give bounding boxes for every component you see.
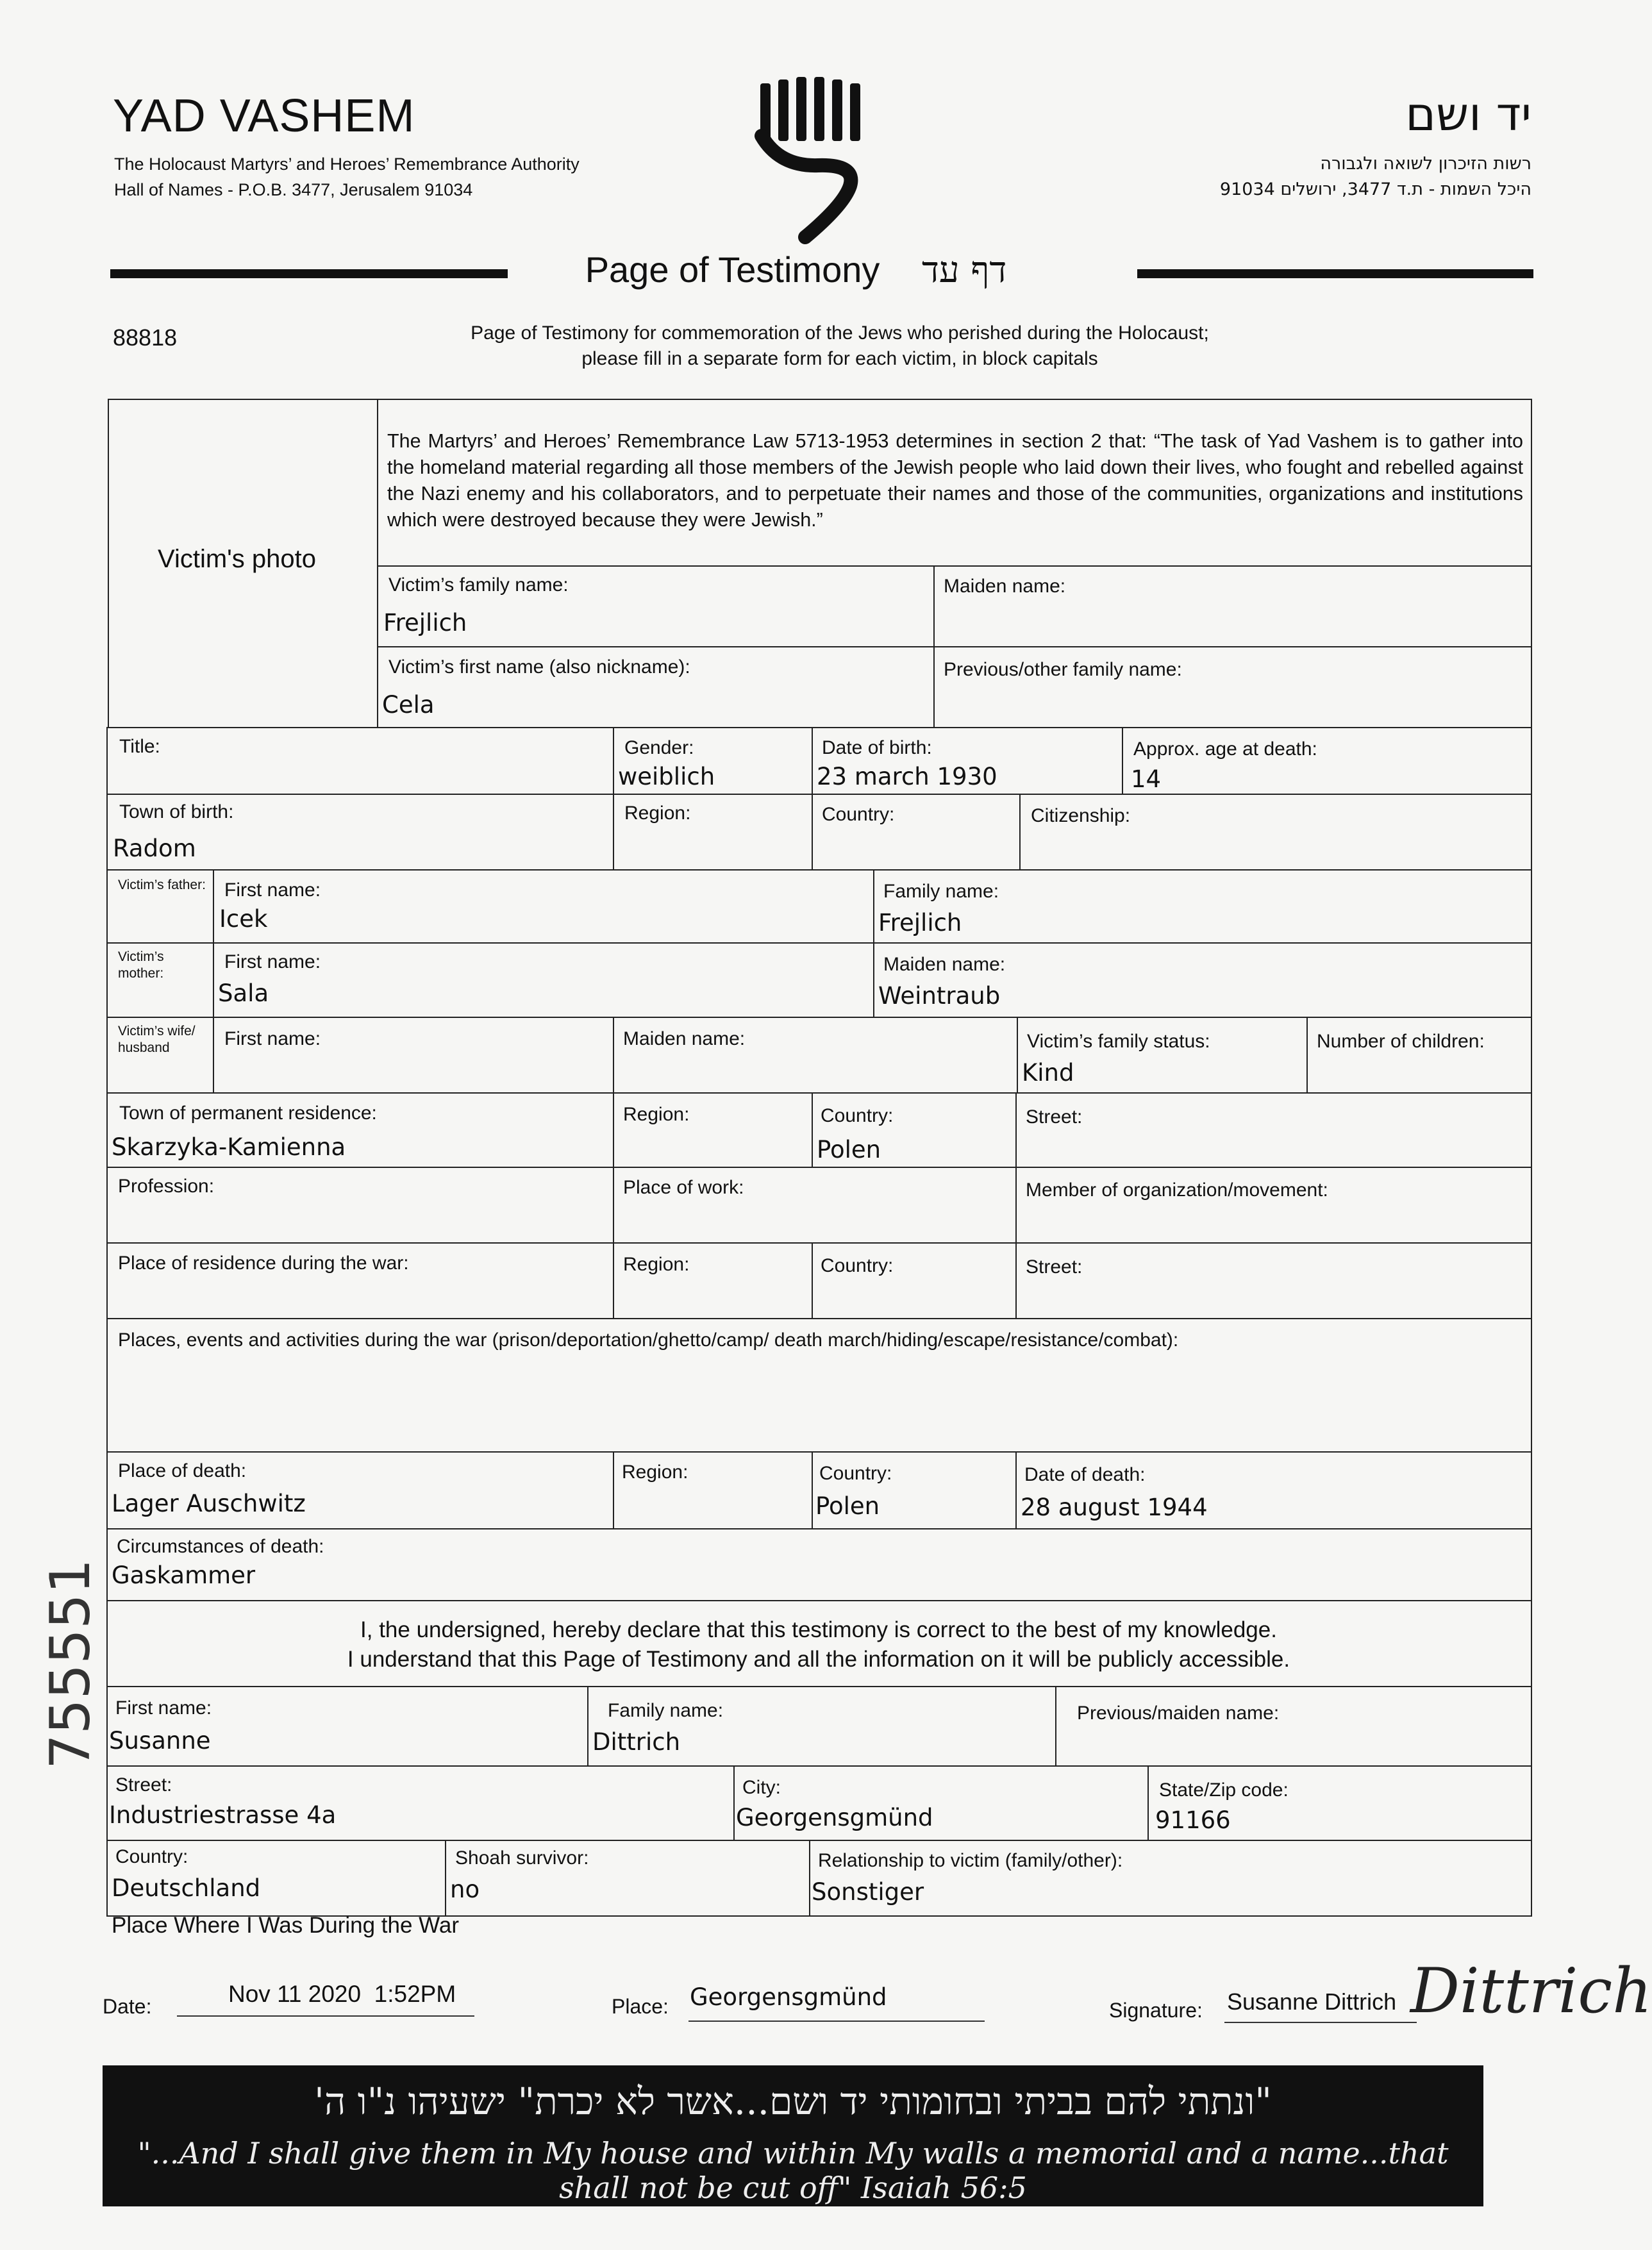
sub-prev-label: Previous/maiden name: xyxy=(1077,1703,1280,1724)
children-label: Number of children: xyxy=(1317,1031,1485,1052)
circumstances-label: Circumstances of death: xyxy=(117,1536,324,1557)
law-text: The Martyrs’ and Heroes’ Remembrance Law 5713-1953 determines in section 2 that: “The task of Yad Vashem is to gather into the homeland material regarding all those members of the Jewish people who laid down their lives, who fought and rebelled against the Nazi enemy and his collaborators, and to perpetuate their names and those of the communities, organizations and institutions which were destroyed because they were Jewish.” xyxy=(387,430,1523,531)
heb-line-2: היכל השמות - ת.ד 3477, ירושלים 91034 xyxy=(1219,179,1531,199)
war-street-cell[interactable] xyxy=(1015,1242,1532,1319)
banner-english: "...And I shall give them in My house and within My walls a memorial and a name...that shall not be cut off" Isaiah 56:5 xyxy=(137,2136,1449,2205)
war-region-label: Region: xyxy=(623,1254,690,1275)
father-first-value: Icek xyxy=(219,905,268,933)
sub-relationship-value: Sonstiger xyxy=(812,1878,924,1906)
death-date-label: Date of death: xyxy=(1024,1464,1146,1485)
menorah-logo-icon xyxy=(754,77,876,244)
death-country-value: Polen xyxy=(815,1492,880,1520)
death-place-value: Lager Auschwitz xyxy=(112,1490,306,1517)
sub-country-value: Deutschland xyxy=(112,1874,261,1902)
page-title xyxy=(0,249,1592,291)
org-name-hebrew: יד ושם xyxy=(1405,87,1531,141)
war-events-label: Places, events and activities during the war (prison/deportation/ghetto/camp/ death march/hiding/escape/resistance/combat): xyxy=(118,1329,1179,1351)
sub-first-value: Susanne xyxy=(109,1727,211,1754)
family-status-label: Victim’s family status: xyxy=(1027,1031,1210,1052)
age-value: 14 xyxy=(1131,765,1162,793)
first-name-label: Victim’s first name (also nickname): xyxy=(388,656,690,678)
mother-first-label: First name: xyxy=(224,951,321,972)
town-birth-value: Radom xyxy=(113,835,196,862)
declaration-line-1: I, the undersigned, hereby declare that this testimony is correct to the best of my knowledge. xyxy=(360,1617,1277,1642)
sub-family-label: Family name: xyxy=(608,1700,724,1721)
instructions xyxy=(359,321,1321,372)
page-title-heb: דף עד xyxy=(921,249,1007,291)
sub-street-label: Street: xyxy=(115,1774,172,1796)
sub-survivor-label: Shoah survivor: xyxy=(455,1847,589,1869)
sub-family-value: Dittrich xyxy=(592,1728,681,1756)
spouse-maiden-label: Maiden name: xyxy=(623,1028,746,1049)
residence-country-label: Country: xyxy=(821,1105,894,1126)
circumstances-value: Gaskammer xyxy=(112,1562,256,1589)
war-country-label: Country: xyxy=(821,1255,894,1276)
town-birth-label: Town of birth: xyxy=(119,801,234,822)
signature-script: Dittrich xyxy=(1410,1955,1652,2027)
residence-region-label: Region: xyxy=(623,1104,690,1125)
declaration xyxy=(108,1615,1530,1674)
victim-photo-label: Victim's photo xyxy=(158,545,317,573)
title-cell[interactable] xyxy=(106,727,614,795)
member-cell[interactable] xyxy=(1015,1167,1532,1244)
member-label: Member of organization/movement: xyxy=(1026,1179,1328,1201)
death-region-label: Region: xyxy=(622,1462,688,1483)
instructions-line-1: Page of Testimony for commemoration of the Jews who perished during the Holocaust; xyxy=(471,322,1209,344)
mother-maiden-value: Weintraub xyxy=(878,982,1001,1010)
age-cell[interactable] xyxy=(1122,727,1532,795)
gender-label: Gender: xyxy=(624,737,694,758)
age-label: Approx. age at death: xyxy=(1133,738,1317,760)
handwritten-number: 755551 xyxy=(38,1558,103,1769)
first-name-value: Cela xyxy=(382,691,435,719)
heb-line-1: רשות הזיכרון לשואה ולגבורה xyxy=(1320,154,1531,174)
prev-name-label: Previous/other family name: xyxy=(944,659,1182,680)
family-name-label: Victim’s family name: xyxy=(388,574,569,596)
signature-label: Signature: xyxy=(1109,1999,1203,2022)
dob-label: Date of birth: xyxy=(822,737,932,758)
maiden-name-label: Maiden name: xyxy=(944,576,1066,597)
birth-country-label: Country: xyxy=(822,804,895,825)
sub-zip-label: State/Zip code: xyxy=(1159,1779,1289,1801)
father-family-label: Family name: xyxy=(883,881,999,902)
residence-country-value: Polen xyxy=(817,1136,881,1163)
sub-during-war: Place Where I Was During the War xyxy=(112,1913,460,1938)
war-place-label: Place of residence during the war: xyxy=(118,1253,409,1274)
sub-city-label: City: xyxy=(742,1777,781,1798)
death-country-label: Country: xyxy=(819,1463,892,1484)
residence-street-cell[interactable] xyxy=(1015,1092,1532,1168)
date-value: Nov 11 2020 1:52PM xyxy=(228,1981,456,2007)
gender-value: weiblich xyxy=(618,763,715,790)
sub-prev-cell[interactable] xyxy=(1055,1686,1532,1767)
residence-town-value: Skarzyka-Kamienna xyxy=(112,1133,346,1161)
title-label: Title: xyxy=(119,736,160,757)
date-label: Date: xyxy=(103,1995,152,2018)
dob-value: 23 march 1930 xyxy=(817,763,997,790)
mother-maiden-label: Maiden name: xyxy=(883,954,1006,975)
signature-value: Susanne Dittrich xyxy=(1227,1988,1397,2015)
place-value: Georgensgmünd xyxy=(690,1983,887,2011)
declaration-line-2: I understand that this Page of Testimony and all the information on it will be publicly accessible. xyxy=(347,1647,1290,1672)
citizenship-label: Citizenship: xyxy=(1031,805,1131,826)
war-street-label: Street: xyxy=(1026,1256,1083,1278)
family-status-value: Kind xyxy=(1022,1059,1074,1087)
banner-hebrew: "ונתתי להם בביתי ובחומותי יד ושם...אשר לא יכרת" ישעיהו נ"ו ה' xyxy=(314,2079,1272,2123)
profession-label: Profession: xyxy=(118,1176,215,1197)
place-work-label: Place of work: xyxy=(623,1177,744,1198)
children-cell[interactable] xyxy=(1306,1017,1532,1094)
sub-country-label: Country: xyxy=(115,1846,188,1867)
mother-first-value: Sala xyxy=(218,979,269,1007)
father-row-label: Victim’s father: xyxy=(118,878,206,892)
death-date-value: 28 august 1944 xyxy=(1021,1494,1208,1521)
father-family-value: Frejlich xyxy=(878,909,962,937)
place-label: Place: xyxy=(612,1995,669,2018)
father-first-label: First name: xyxy=(224,879,321,901)
org-name: YAD VASHEM xyxy=(113,90,415,142)
sub-zip-value: 91166 xyxy=(1155,1806,1231,1834)
birth-region-label: Region: xyxy=(624,803,691,824)
sub-first-label: First name: xyxy=(115,1697,212,1719)
org-line-2: Hall of Names - P.O.B. 3477, Jerusalem 91034 xyxy=(114,180,473,199)
mother-row-label: Victim’s mother: xyxy=(118,949,164,981)
spouse-row-label: Victim’s wife/ husband xyxy=(118,1024,196,1055)
sub-survivor-value: no xyxy=(450,1876,480,1903)
quote-banner xyxy=(103,2065,1483,2206)
sub-street-value: Industriestrasse 4a xyxy=(109,1801,337,1829)
residence-town-label: Town of permanent residence: xyxy=(119,1103,377,1124)
war-country-cell[interactable] xyxy=(812,1242,1017,1319)
instructions-line-2: please fill in a separate form for each victim, in block capitals xyxy=(581,348,1098,369)
page-title-en: Page of Testimony xyxy=(585,249,880,290)
family-name-value: Frejlich xyxy=(383,609,467,637)
form-number: 88818 xyxy=(113,324,178,351)
org-address-hebrew xyxy=(1220,151,1531,203)
org-line-1: The Holocaust Martyrs’ and Heroes’ Remembrance Authority xyxy=(114,154,580,174)
sub-city-value: Georgensgmünd xyxy=(736,1804,933,1831)
death-place-label: Place of death: xyxy=(118,1460,247,1481)
spouse-first-label: First name: xyxy=(224,1028,321,1049)
sub-relationship-label: Relationship to victim (family/other): xyxy=(818,1850,1123,1871)
org-address xyxy=(114,151,580,203)
residence-street-label: Street: xyxy=(1026,1106,1083,1128)
